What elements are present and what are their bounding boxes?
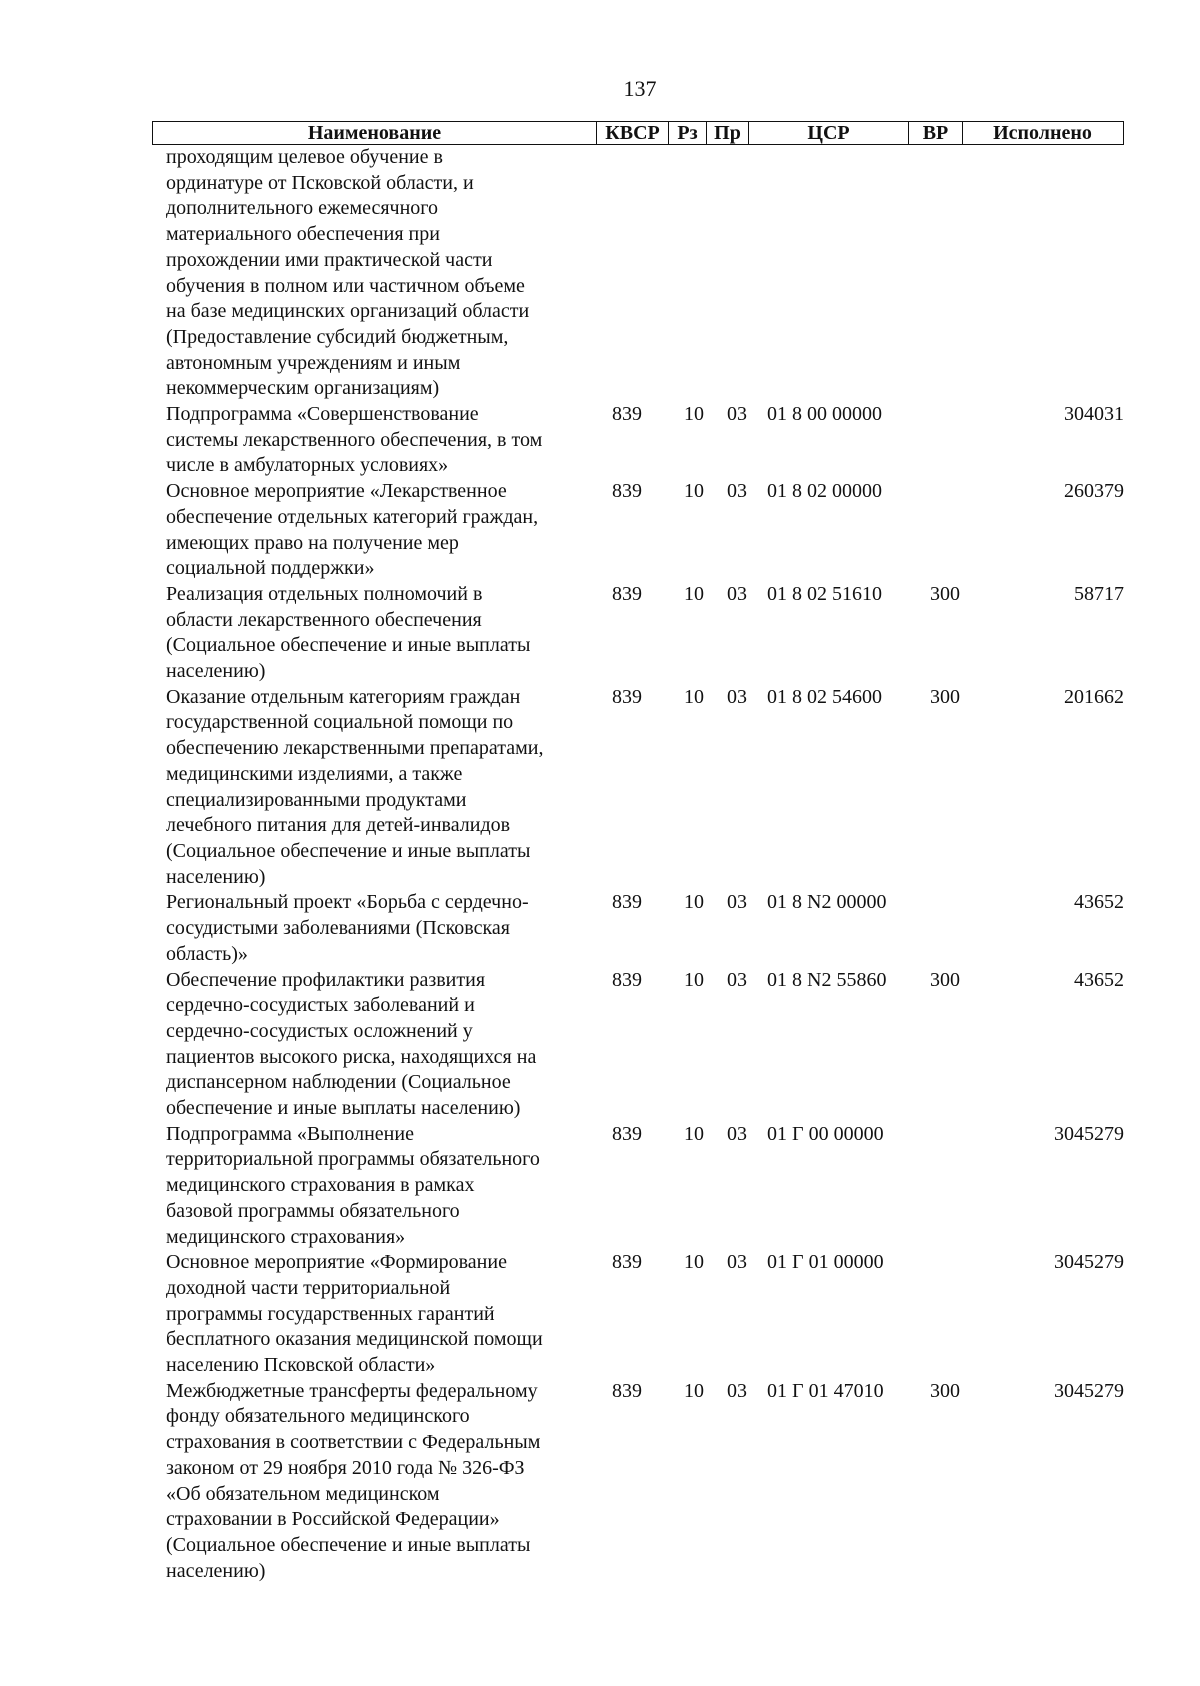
- table-row: [152, 1250, 1124, 1379]
- row-kvsr: 839: [612, 968, 642, 991]
- row-executed: 3045279: [1054, 1379, 1124, 1402]
- table-body: [152, 145, 1124, 1584]
- row-kvsr: 839: [612, 685, 642, 708]
- row-csr: 01 8 02 00000: [767, 480, 882, 503]
- row-pr: 03: [727, 968, 747, 991]
- row-vr: 300: [930, 685, 960, 708]
- table-row: [152, 582, 1124, 685]
- row-executed: 43652: [1074, 968, 1124, 991]
- row-kvsr: 839: [612, 582, 642, 605]
- row-name: Подпрограмма «Совершенствование системы лекарственного обеспечения, в том числе в амбулаторных условиях»: [166, 403, 543, 477]
- row-name: Основное мероприятие «Формирование доходной части территориальной программы государственных гарантий бесплатного оказания медицинской помощи населению Псковской области»: [166, 1251, 543, 1377]
- table-row: [152, 1122, 1124, 1251]
- table-row: [152, 479, 1124, 582]
- table-row: [152, 1379, 1124, 1585]
- header-executed: Исполнено: [993, 122, 1092, 144]
- row-pr: 03: [727, 480, 747, 503]
- row-executed: 58717: [1074, 582, 1124, 605]
- row-rz: 10: [684, 1379, 704, 1402]
- row-name: Подпрограмма «Выполнение территориальной программы обязательного медицинского страхования в рамках базовой программы обязательного медицинского страхования»: [166, 1122, 540, 1248]
- row-pr: 03: [727, 1251, 747, 1274]
- row-executed: 3045279: [1054, 1251, 1124, 1274]
- row-rz: 10: [684, 1251, 704, 1274]
- row-pr: 03: [727, 582, 747, 605]
- row-csr: 01 Г 00 00000: [767, 1122, 884, 1145]
- row-csr: 01 8 N2 55860: [767, 968, 887, 991]
- budget-table: [152, 121, 1124, 1584]
- row-name: Межбюджетные трансферты федеральному фонду обязательного медицинского страхования в соответствии с Федеральным законом от 29 ноября 2010 года № 326-ФЗ «Об обязательном медицинском страховании в Российской Федерации» (Социальное обеспечение и иные выплаты населению): [166, 1379, 541, 1582]
- row-vr: 300: [930, 1379, 960, 1402]
- row-kvsr: 839: [612, 1379, 642, 1402]
- row-kvsr: 839: [612, 1122, 642, 1145]
- header-pr: Пр: [707, 122, 749, 144]
- row-rz: 10: [684, 1122, 704, 1145]
- row-pr: 03: [727, 685, 747, 708]
- row-pr: 03: [727, 1122, 747, 1145]
- table-row: [152, 145, 1124, 402]
- row-rz: 10: [684, 480, 704, 503]
- page-number: 137: [623, 76, 657, 101]
- row-pr: 03: [727, 891, 747, 914]
- row-rz: 10: [684, 582, 704, 605]
- row-executed: 3045279: [1054, 1122, 1124, 1145]
- row-csr: 01 8 N2 00000: [767, 891, 887, 914]
- row-executed: 304031: [1064, 403, 1124, 426]
- row-name: Региональный проект «Борьба с сердечно- сосудистыми заболеваниями (Псковская область)»: [166, 891, 529, 965]
- row-csr: 01 8 02 54600: [767, 685, 882, 708]
- row-name: проходящим целевое обучение в ординатуре от Псковской области, и дополнительного ежемесячного материального обеспечения при прохождении ими практической части обучения в полном или частичном объеме на базе медицинских организаций области (Предоставление субсидий бюджетным, автономным учреждениям и иным некоммерческим организациям): [166, 146, 530, 400]
- header-rz: Рз: [669, 122, 707, 144]
- row-executed: 260379: [1064, 480, 1124, 503]
- table-header: [152, 121, 1124, 145]
- row-pr: 03: [727, 1379, 747, 1402]
- row-csr: 01 8 02 51610: [767, 582, 882, 605]
- row-csr: 01 8 00 00000: [767, 403, 882, 426]
- row-vr: 300: [930, 968, 960, 991]
- row-name: Оказание отдельным категориям граждан государственной социальной помощи по обеспечению лекарственными препаратами, медицинскими изделиями, а также специализированными продуктами лечебного питания для детей-инвалидов (Социальное обеспечение и иные выплаты населению): [166, 685, 544, 888]
- row-name: Обеспечение профилактики развития сердечно-сосудистых заболеваний и сердечно-сосудистых осложнений у пациентов высокого риска, находящихся на диспансерном наблюдении (Социальное обеспечение и иные выплаты населению): [166, 968, 537, 1120]
- row-executed: 43652: [1074, 891, 1124, 914]
- row-vr: 300: [930, 582, 960, 605]
- row-name: Реализация отдельных полномочий в области лекарственного обеспечения (Социальное обеспечение и иные выплаты населению): [166, 582, 531, 683]
- row-csr: 01 Г 01 47010: [767, 1379, 884, 1402]
- row-kvsr: 839: [612, 480, 642, 503]
- row-executed: 201662: [1064, 685, 1124, 708]
- table-row: [152, 685, 1124, 891]
- table-row: [152, 402, 1124, 479]
- header-name: Наименование: [153, 122, 597, 144]
- row-name: Основное мероприятие «Лекарственное обеспечение отдельных категорий граждан, имеющих право на получение мер социальной поддержки»: [166, 480, 539, 580]
- row-kvsr: 839: [612, 403, 642, 426]
- row-pr: 03: [727, 403, 747, 426]
- row-rz: 10: [684, 891, 704, 914]
- row-kvsr: 839: [612, 891, 642, 914]
- row-rz: 10: [684, 403, 704, 426]
- row-rz: 10: [684, 685, 704, 708]
- header-kvsr: КВСР: [597, 122, 669, 144]
- table-row: [152, 968, 1124, 1122]
- row-kvsr: 839: [612, 1251, 642, 1274]
- row-csr: 01 Г 01 00000: [767, 1251, 884, 1274]
- header-vr: ВР: [909, 122, 963, 144]
- row-rz: 10: [684, 968, 704, 991]
- header-csr: ЦСР: [749, 122, 909, 144]
- table-row: [152, 890, 1124, 967]
